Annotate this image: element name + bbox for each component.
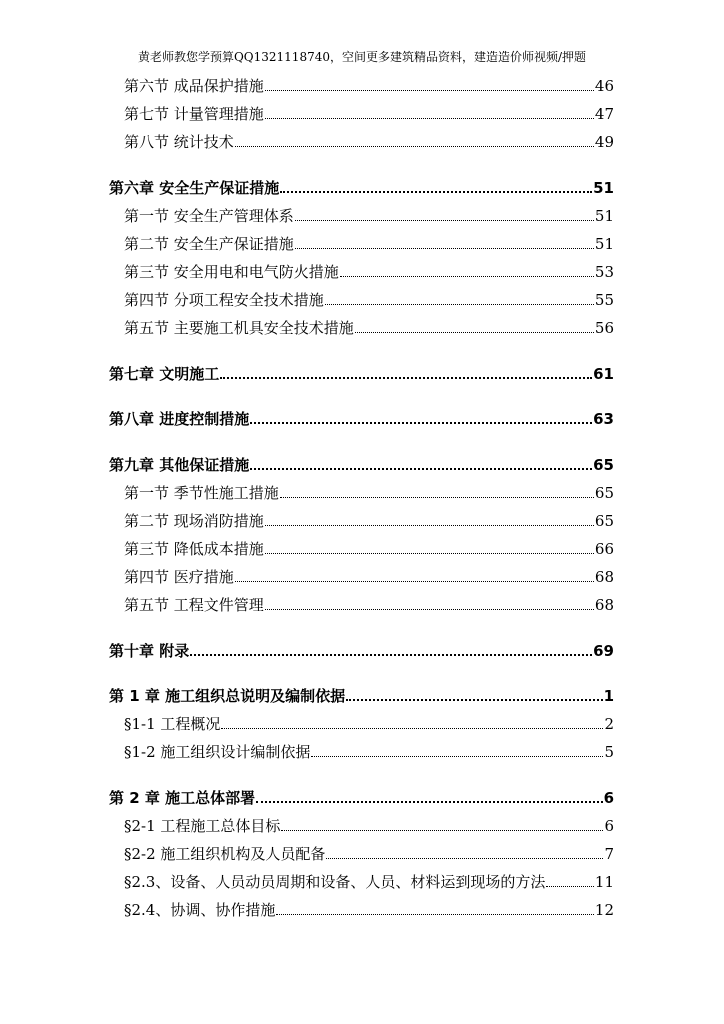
page-header: 黄老师教您学预算QQ1321118740，空间更多建筑精品资料，建造造价师视频/押题 <box>137 50 587 64</box>
toc-entry-label: §1-1 工程概况 <box>124 715 221 733</box>
toc-entry-label: 第三节 安全用电和电气防火措施 <box>124 263 339 281</box>
toc-chapter-entry[interactable] <box>0 174 724 198</box>
toc-entry-label: 第一节 安全生产管理体系 <box>124 207 294 225</box>
toc-entry-label: §2-2 施工组织机构及人员配备 <box>124 845 326 863</box>
toc-page-number: 65 <box>594 512 614 530</box>
toc-dot-leader <box>250 422 592 424</box>
toc-entry-label: 第八章 进度控制措施 <box>109 410 250 428</box>
toc-section-entry[interactable] <box>0 710 724 734</box>
toc-dot-leader <box>295 220 594 221</box>
toc-entry-label: 第十章 附录 <box>109 642 190 660</box>
toc-dot-leader <box>250 468 592 470</box>
toc-page-number: 51 <box>594 207 614 225</box>
toc-entry-label: 第二节 安全生产保证措施 <box>124 235 294 253</box>
toc-chapter-entry[interactable] <box>0 784 724 808</box>
toc-dot-leader <box>355 332 594 333</box>
toc-entry-label: 第五节 工程文件管理 <box>124 596 264 614</box>
toc-dot-leader <box>280 191 592 193</box>
toc-entry-label: 第三节 降低成本措施 <box>124 540 264 558</box>
toc-section-entry[interactable] <box>0 591 724 615</box>
toc-entry-label: 第五节 主要施工机具安全技术措施 <box>124 319 354 337</box>
toc-chapter-entry[interactable] <box>0 682 724 706</box>
toc-entry-label: §2-1 工程施工总体目标 <box>124 817 281 835</box>
toc-dot-leader <box>281 830 603 831</box>
toc-section-entry[interactable] <box>0 840 724 864</box>
toc-dot-leader <box>235 581 594 582</box>
toc-dot-leader <box>326 858 603 859</box>
toc-page-number: 51 <box>593 179 614 197</box>
toc-dot-leader <box>265 118 594 119</box>
toc-section-entry[interactable] <box>0 479 724 503</box>
toc-page-number: 47 <box>594 105 614 123</box>
toc-dot-leader <box>221 728 603 729</box>
toc-page-number: 56 <box>594 319 614 337</box>
toc-dot-leader <box>295 248 594 249</box>
toc-chapter-entry[interactable] <box>0 405 724 429</box>
toc-page-number: 1 <box>603 687 614 705</box>
toc-page-number: 51 <box>594 235 614 253</box>
toc-entry-label: §2.4、协调、协作措施 <box>124 901 276 919</box>
toc-dot-leader <box>546 886 594 887</box>
toc-section-entry[interactable] <box>0 100 724 124</box>
toc-section-entry[interactable] <box>0 230 724 254</box>
toc-section-entry[interactable] <box>0 535 724 559</box>
toc-entry-label: §1-2 施工组织设计编制依据 <box>124 743 311 761</box>
toc-dot-leader <box>280 497 594 498</box>
toc-dot-leader <box>220 377 592 379</box>
toc-section-entry[interactable] <box>0 72 724 96</box>
toc-dot-leader <box>265 90 594 91</box>
toc-section-entry[interactable] <box>0 314 724 338</box>
toc-entry-label: 第二节 现场消防措施 <box>124 512 264 530</box>
toc-entry-label: 第七节 计量管理措施 <box>124 105 264 123</box>
toc-chapter-entry[interactable] <box>0 637 724 661</box>
toc-dot-leader <box>346 699 602 701</box>
toc-page-number: 69 <box>593 642 614 660</box>
toc-entry-label: 第七章 文明施工 <box>109 365 220 383</box>
toc-dot-leader <box>190 654 592 656</box>
toc-dot-leader <box>265 553 594 554</box>
toc-entry-label: 第六节 成品保护措施 <box>124 77 264 95</box>
toc-section-entry[interactable] <box>0 563 724 587</box>
toc-page-number: 65 <box>593 456 614 474</box>
toc-section-entry[interactable] <box>0 128 724 152</box>
toc-section-entry[interactable] <box>0 202 724 226</box>
toc-section-entry[interactable] <box>0 286 724 310</box>
toc-entry-label: 第九章 其他保证措施 <box>109 456 250 474</box>
toc-page-number: 2 <box>604 715 614 733</box>
toc-chapter-entry[interactable] <box>0 451 724 475</box>
toc-page-number: 12 <box>594 901 614 919</box>
toc-section-entry[interactable] <box>0 738 724 762</box>
toc-page-number: 5 <box>604 743 614 761</box>
toc-page-number: 46 <box>594 77 614 95</box>
toc-dot-leader <box>311 756 603 757</box>
toc-dot-leader <box>340 276 594 277</box>
toc-page-number: 11 <box>594 873 614 891</box>
toc-entry-label: 第 1 章 施工组织总说明及编制依据 <box>109 687 346 705</box>
toc-dot-leader <box>325 304 594 305</box>
toc-dot-leader <box>265 609 594 610</box>
toc-entry-label: 第六章 安全生产保证措施 <box>109 179 280 197</box>
toc-section-entry[interactable] <box>0 896 724 920</box>
toc-dot-leader <box>265 525 594 526</box>
toc-page-number: 6 <box>604 817 614 835</box>
toc-entry-label: 第四节 医疗措施 <box>124 568 234 586</box>
toc-page-number: 55 <box>594 291 614 309</box>
toc-section-entry[interactable] <box>0 868 724 892</box>
toc-entry-label: 第八节 统计技术 <box>124 133 234 151</box>
toc-section-entry[interactable] <box>0 812 724 836</box>
toc-page-number: 66 <box>594 540 614 558</box>
toc-dot-leader <box>235 146 594 147</box>
toc-dot-leader <box>256 801 602 803</box>
toc-chapter-entry[interactable] <box>0 360 724 384</box>
toc-entry-label: 第四节 分项工程安全技术措施 <box>124 291 324 309</box>
toc-page-number: 49 <box>594 133 614 151</box>
toc-page-number: 63 <box>593 410 614 428</box>
toc-section-entry[interactable] <box>0 507 724 531</box>
toc-section-entry[interactable] <box>0 258 724 282</box>
toc-page-number: 61 <box>593 365 614 383</box>
toc-page-number: 68 <box>594 596 614 614</box>
toc-entry-label: 第一节 季节性施工措施 <box>124 484 279 502</box>
toc-entry-label: 第 2 章 施工总体部署 <box>109 789 256 807</box>
toc-page-number: 53 <box>594 263 614 281</box>
toc-dot-leader <box>276 914 594 915</box>
toc-page-number: 6 <box>603 789 614 807</box>
toc-page-number: 65 <box>594 484 614 502</box>
toc-entry-label: §2.3、设备、人员动员周期和设备、人员、材料运到现场的方法 <box>124 873 546 891</box>
toc-page-number: 68 <box>594 568 614 586</box>
toc-page-number: 7 <box>604 845 614 863</box>
